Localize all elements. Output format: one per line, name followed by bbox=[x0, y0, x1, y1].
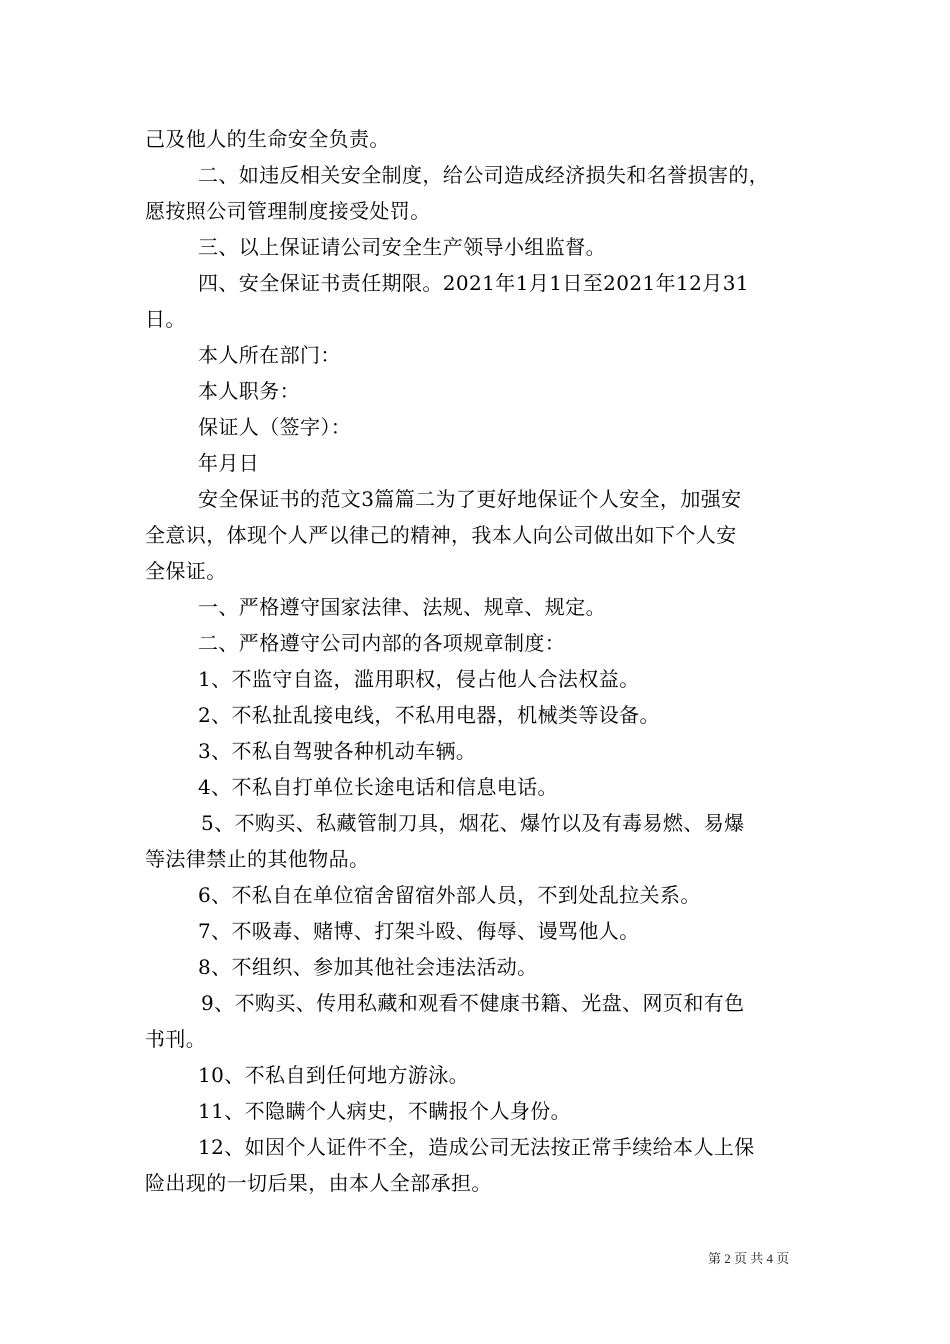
text-line: 愿按照公司管理制度接受处罚。 bbox=[145, 199, 431, 223]
text-line: 书刊。 bbox=[145, 1027, 207, 1051]
page-number-indicator: 第 2 页 共 4 页 bbox=[708, 1251, 790, 1266]
list-item: 4、不私自打单位长途电话和信息电话。 bbox=[198, 775, 558, 799]
list-item: 8、不组织、参加其他社会违法活动。 bbox=[198, 955, 538, 979]
text-line: 二、严格遵守公司内部的各项规章制度： bbox=[198, 631, 566, 655]
text-line: 险出现的一切后果，由本人全部承担。 bbox=[145, 1171, 492, 1195]
text-line: 二、如违反相关安全制度，给公司造成经济损失和名誉损害的， bbox=[198, 163, 770, 187]
signature-field-label: 保证人（签字）： bbox=[198, 415, 352, 439]
text-line: 全意识，体现个人严以律己的精神，我本人向公司做出如下个人安 bbox=[145, 523, 737, 547]
list-item: 5、不购买、私藏管制刀具，烟花、爆竹以及有毒易燃、易爆 bbox=[201, 811, 745, 835]
text-line: 安全保证书的范文3篇篇二为了更好地保证个人安全，加强安 bbox=[198, 487, 742, 511]
text-line: 四、安全保证书责任期限。2021年1月1日至2021年12月31 bbox=[198, 271, 749, 295]
text-line: 等法律禁止的其他物品。 bbox=[145, 847, 370, 871]
date-field-label: 年月日 bbox=[198, 451, 260, 475]
position-field-label: 本人职务： bbox=[198, 379, 300, 403]
list-item: 12、如因个人证件不全，造成公司无法按正常手续给本人上保 bbox=[198, 1135, 755, 1159]
list-item: 7、不吸毒、赌博、打架斗殴、侮辱、谩骂他人。 bbox=[198, 919, 640, 943]
list-item: 2、不私扯乱接电线，不私用电器，机械类等设备。 bbox=[198, 703, 660, 727]
department-field-label: 本人所在部门： bbox=[198, 343, 341, 367]
list-item: 10、不私自到任何地方游泳。 bbox=[198, 1063, 470, 1087]
text-line: 三、以上保证请公司安全生产领导小组监督。 bbox=[198, 235, 606, 259]
list-item: 1、不监守自盗，滥用职权，侵占他人合法权益。 bbox=[198, 667, 640, 691]
text-line: 一、严格遵守国家法律、法规、规章、规定。 bbox=[198, 595, 606, 619]
text-line: 己及他人的生命安全负责。 bbox=[145, 127, 390, 151]
text-line: 全保证。 bbox=[145, 559, 227, 583]
list-item: 9、不购买、传用私藏和观看不健康书籍、光盘、网页和有色 bbox=[201, 991, 745, 1015]
list-item: 3、不私自驾驶各种机动车辆。 bbox=[198, 739, 477, 763]
document-body bbox=[145, 121, 810, 1201]
list-item: 11、不隐瞒个人病史，不瞒报个人身份。 bbox=[198, 1099, 572, 1123]
text-line: 日。 bbox=[145, 307, 186, 331]
list-item: 6、不私自在单位宿舍留宿外部人员，不到处乱拉关系。 bbox=[198, 883, 701, 907]
